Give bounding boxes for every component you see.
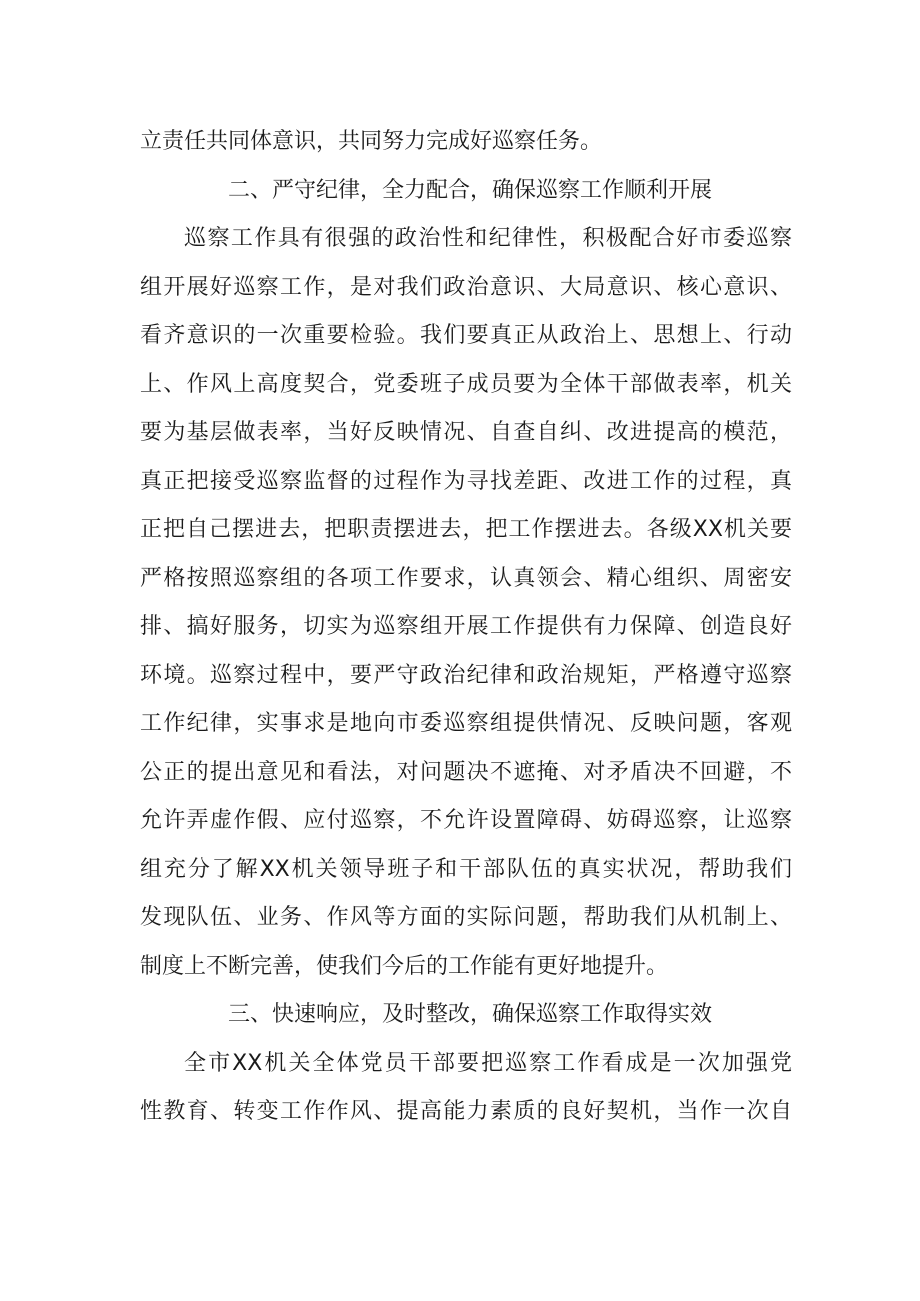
paragraph-line: 发现队伍、业务、作风等方面的实际问题，帮助我们从机制上、: [140, 905, 792, 930]
paragraph-line: 真正把接受巡察监督的过程作为寻找差距、改进工作的过程，真: [140, 468, 792, 494]
paragraph-line: 组充分了解XX机关领导班子和干部队伍的真实状况，帮助我们: [140, 856, 792, 882]
paragraph-line: 排、搞好服务，切实为巡察组开展工作提供有力保障、创造良好: [140, 614, 792, 639]
paragraph-line: 全市XX机关全体党员干部要把巡察工作看成是一次加强党: [184, 1050, 792, 1076]
paragraph-line: 环境。巡察过程中，要严守政治纪律和政治规矩，严格遵守巡察: [140, 662, 792, 688]
paragraph-line: 看齐意识的一次重要检验。我们要真正从政治上、思想上、行动: [140, 323, 792, 348]
paragraph-line: 性教育、转变工作作风、提高能力素质的良好契机，当作一次自: [140, 1099, 792, 1124]
paragraph-line: 巡察工作具有很强的政治性和纪律性，积极配合好市委巡察: [184, 226, 792, 251]
section-heading-2: 二、严守纪律，全力配合，确保巡察工作顺利开展: [228, 177, 713, 203]
paragraph-line: 组开展好巡察工作，是对我们政治意识、大局意识、核心意识、: [140, 274, 792, 300]
section-heading-3: 三、快速响应，及时整改，确保巡察工作取得实效: [228, 1002, 713, 1027]
paragraph-line: 正把自己摆进去，把职责摆进去，把工作摆进去。各级XX机关要: [140, 517, 792, 542]
paragraph-line: 上、作风上高度契合，党委班子成员要为全体干部做表率，机关: [140, 371, 792, 397]
paragraph-line: 公正的提出意见和看法，对问题决不遮掩、对矛盾决不回避，不: [140, 759, 792, 785]
paragraph-line: 工作纪律，实事求是地向市委巡察组提供情况、反映问题，客观: [140, 711, 792, 736]
paragraph-line: 允许弄虚作假、应付巡察，不允许设置障碍、妨碍巡察，让巡察: [140, 808, 792, 833]
paragraph-line: 严格按照巡察组的各项工作要求，认真领会、精心组织、周密安: [140, 565, 792, 591]
paragraph-line: 立责任共同体意识，共同努力完成好巡察任务。: [140, 129, 603, 154]
paragraph-line: 制度上不断完善，使我们今后的工作能有更好地提升。: [140, 953, 669, 979]
document-body: [140, 118, 792, 1137]
paragraph-line: 要为基层做表率，当好反映情况、自查自纠、改进提高的模范，: [140, 420, 792, 445]
